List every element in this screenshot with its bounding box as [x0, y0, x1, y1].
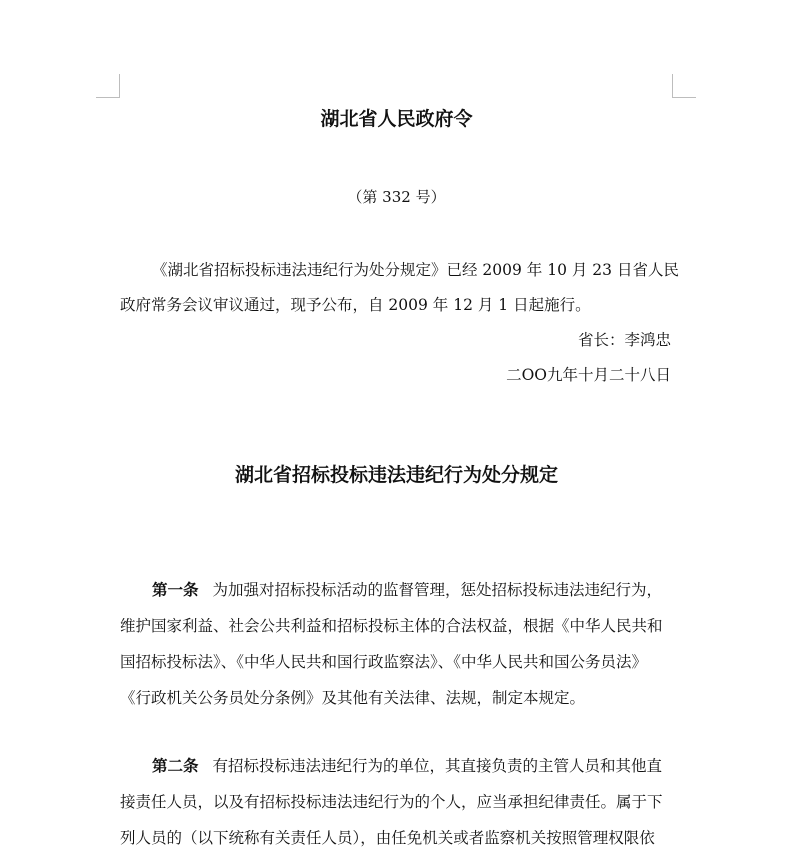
article-text-line: 接责任人员，以及有招标投标违法违纪行为的个人，应当承担纪律责任。属于下 [120, 793, 663, 811]
article-text-line: 列人员的（以下统称有关责任人员），由任免机关或者监察机关按照管理权限依 [120, 829, 655, 847]
regulation-title: 湖北省招标投标违法违纪行为处分规定 [234, 464, 558, 486]
article-text-line: 国招标投标法》、《中华人民共和国行政监察法》、《中华人民共和国公务员法》 [120, 653, 648, 671]
article-text-line: 《行政机关公务员处分条例》及其他有关法律、法规，制定本规定。 [120, 689, 586, 707]
decree-date: 二OO九年十月二十八日 [506, 366, 671, 384]
article-label: 第二条 [152, 756, 199, 775]
article-first-line [152, 578, 672, 600]
decree-paragraph-line: 《湖北省招标投标违法违纪行为处分规定》已经 2009 年 10 月 23 日省人民 [152, 261, 679, 279]
page-corner-mark-top-left [96, 97, 120, 98]
article-text: 为加强对招标投标活动的监督管理，惩处招标投标违法违纪行为， [212, 581, 663, 599]
decree-paragraph-line: 政府常务会议审议通过，现予公布，自 2009 年 12 月 1 日起施行。 [120, 296, 591, 314]
page-corner-mark-top-left [119, 74, 120, 98]
governor-signature: 省长：李鸿忠 [577, 331, 671, 349]
article-text: 有招标投标违法违纪行为的单位，其直接负责的主管人员和其他直 [212, 757, 663, 775]
article-text-line: 维护国家利益、社会公共利益和招标投标主体的合法权益，根据《中华人民共和 [120, 617, 663, 635]
article-first-line [152, 754, 672, 776]
decree-number: （第 332 号） [347, 188, 446, 206]
decree-title: 湖北省人民政府令 [320, 108, 473, 130]
page-corner-mark-top-right [672, 97, 696, 98]
article-label: 第一条 [152, 580, 199, 599]
page-corner-mark-top-right [672, 74, 673, 98]
